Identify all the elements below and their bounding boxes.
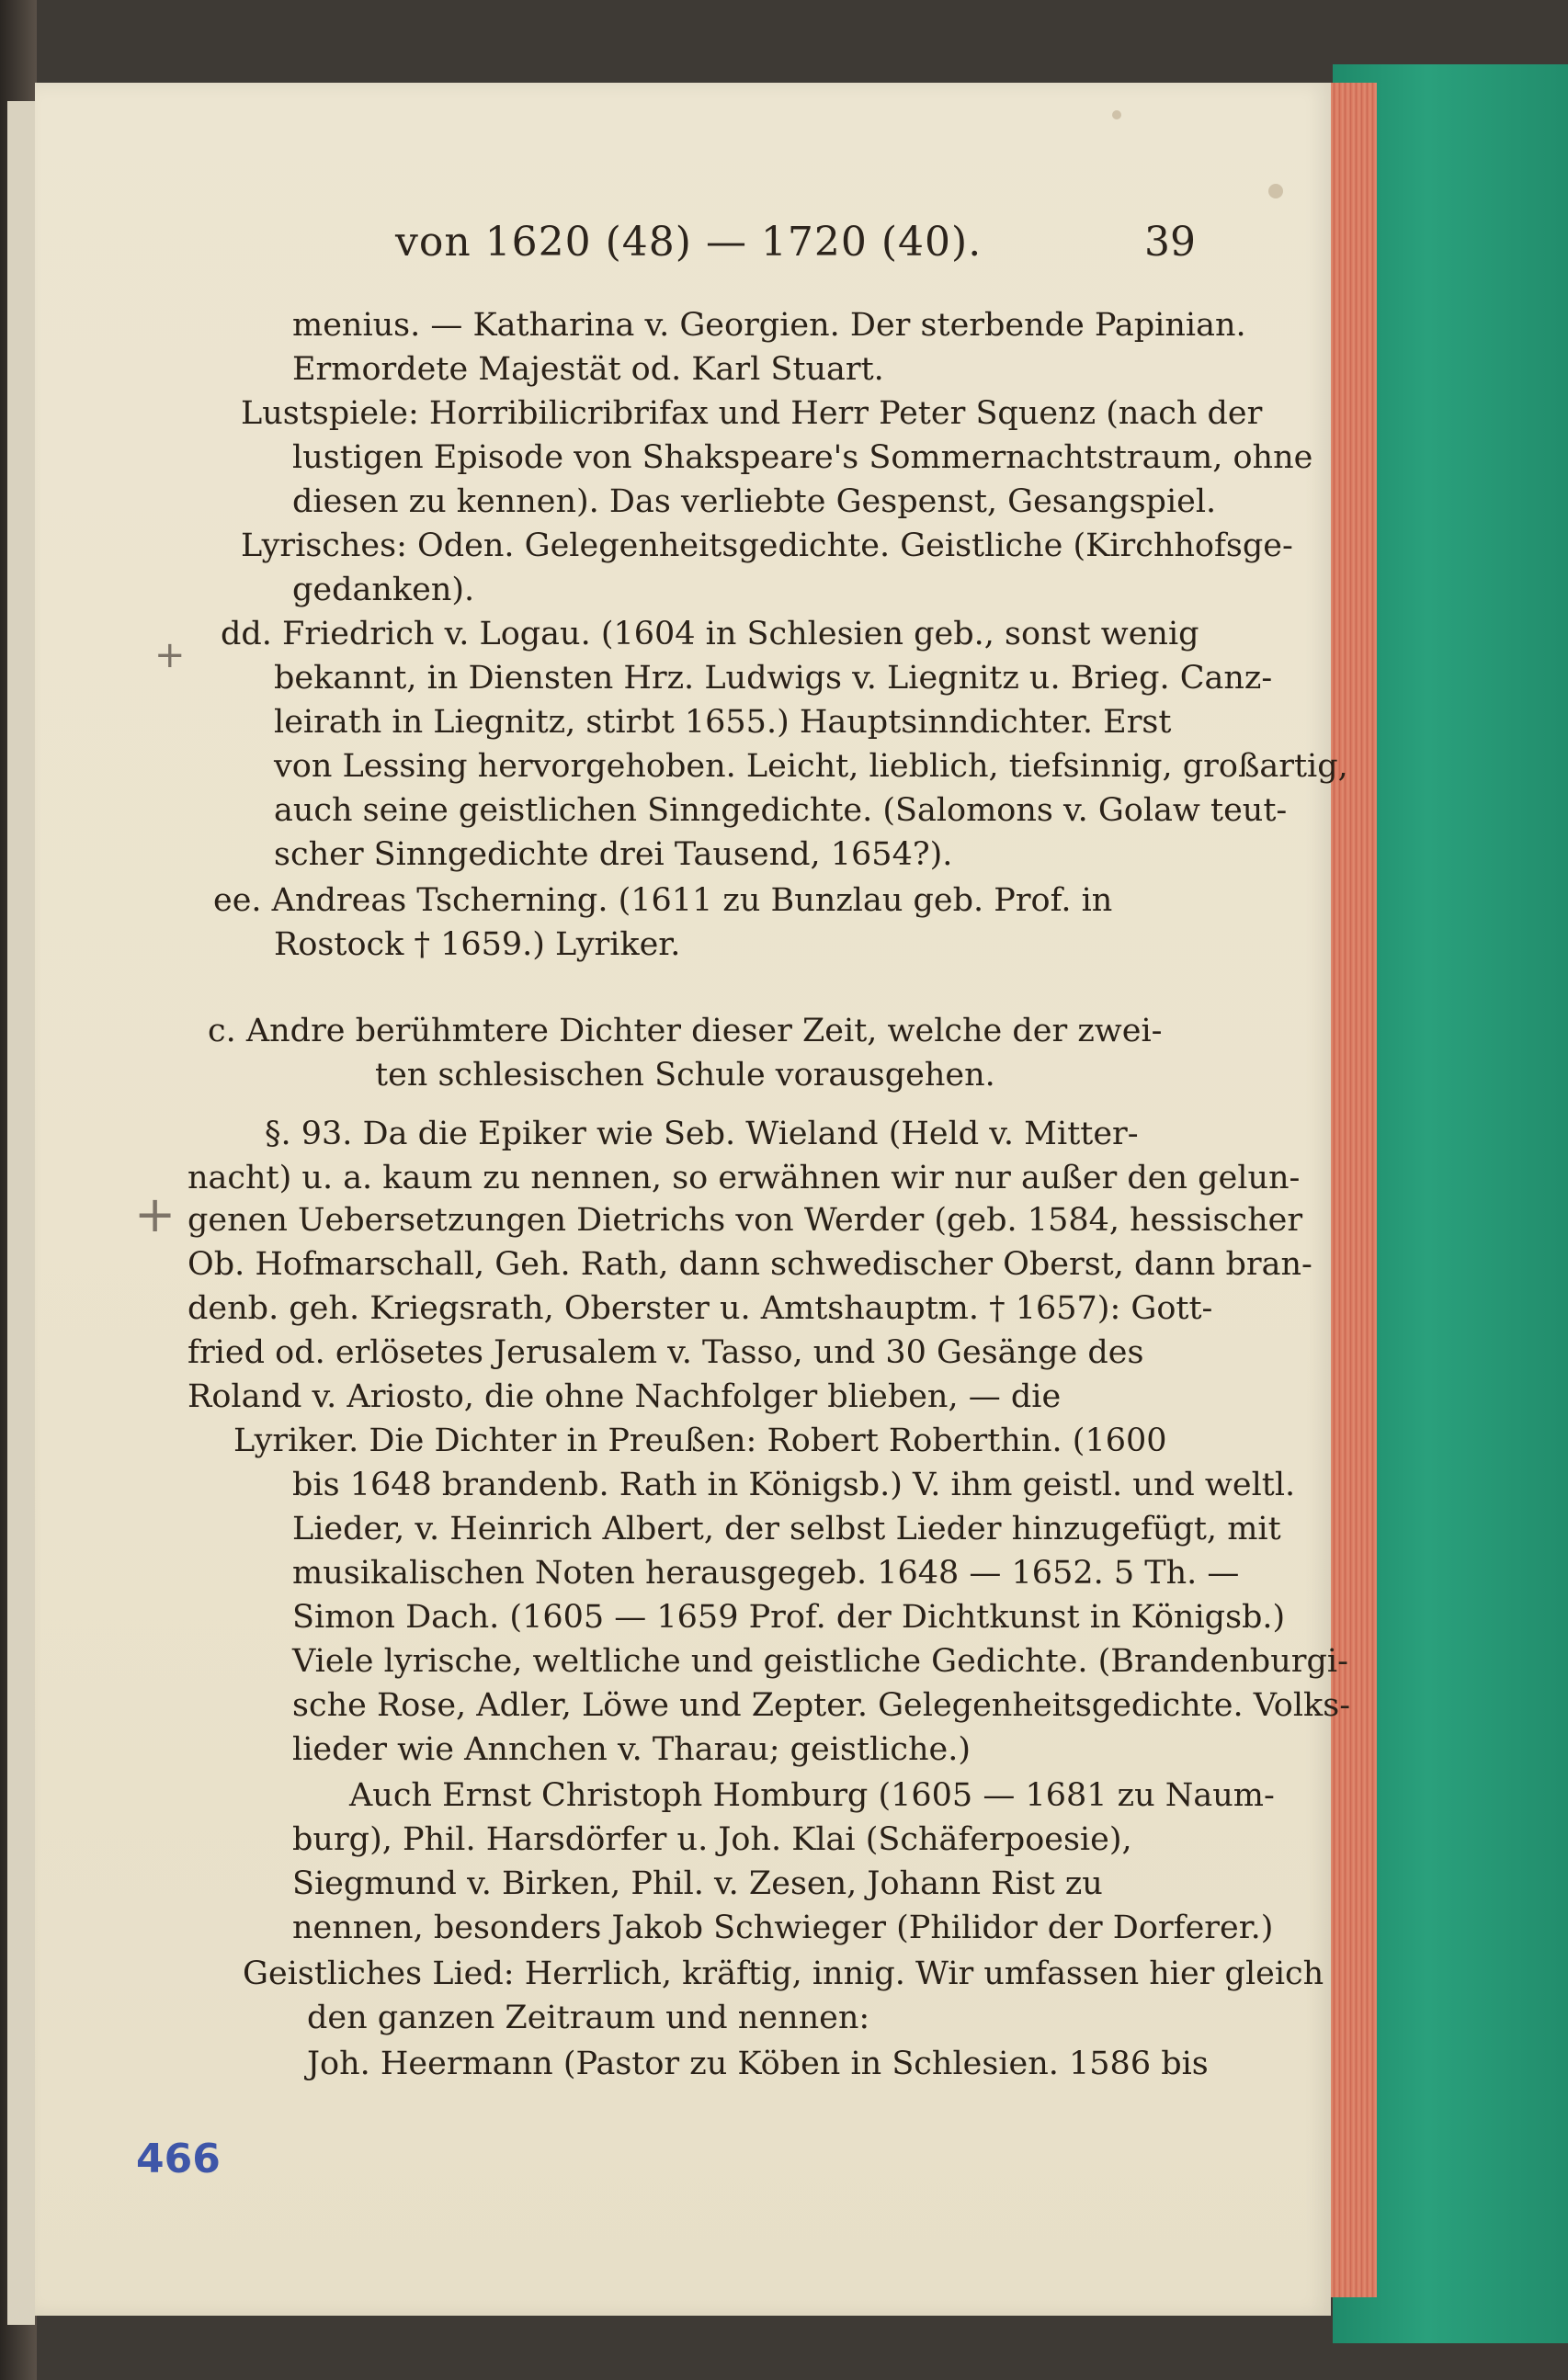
pencil-mark-cross: + bbox=[154, 634, 186, 676]
text-line: Geistliches Lied: Herrlich, kräftig, innig. Wir umfassen hier gleich bbox=[243, 1955, 1324, 1992]
text-line: ee. Andreas Tscherning. (1611 zu Bunzlau geb. Prof. in bbox=[213, 882, 1113, 919]
text-line: Lyrisches: Oden. Gelegenheitsgedichte. Geistliche (Kirchhofsge- bbox=[241, 527, 1293, 564]
text-line: ten schlesischen Schule vorausgehen. bbox=[375, 1057, 995, 1094]
facing-page-edge bbox=[7, 101, 35, 2325]
text-line: diesen zu kennen). Das verliebte Gespenst, Gesangspiel. bbox=[292, 483, 1217, 520]
text-line: genen Uebersetzungen Dietrichs von Werder (geb. 1584, hessischer bbox=[187, 1202, 1303, 1239]
text-line: Lustspiele: Horribilicribrifax und Herr Peter Squenz (nach der bbox=[241, 395, 1263, 432]
pencil-mark-cross: + bbox=[134, 1185, 176, 1243]
text-line: Auch Ernst Christoph Homburg (1605 — 1681 zu Naum- bbox=[349, 1777, 1275, 1814]
text-line: menius. — Katharina v. Georgien. Der sterbende Papinian. bbox=[292, 307, 1246, 344]
text-line: c. Andre berühmtere Dichter dieser Zeit, welche der zwei- bbox=[208, 1013, 1163, 1049]
text-line: Ob. Hofmarschall, Geh. Rath, dann schwedischer Oberst, dann bran- bbox=[187, 1246, 1312, 1283]
text-line: Lyriker. Die Dichter in Preußen: Robert Roberthin. (1600 bbox=[233, 1422, 1167, 1459]
text-line: lustigen Episode von Shakspeare's Sommernachtstraum, ohne bbox=[292, 439, 1313, 476]
text-line: §. 93. Da die Epiker wie Seb. Wieland (Held v. Mitter- bbox=[265, 1116, 1139, 1152]
text-line: Rostock † 1659.) Lyriker. bbox=[274, 926, 681, 963]
text-line: Joh. Heermann (Pastor zu Köben in Schlesien. 1586 bis bbox=[307, 2046, 1209, 2082]
text-line: fried od. erlösetes Jerusalem v. Tasso, und 30 Gesänge des bbox=[187, 1334, 1144, 1371]
text-line: denb. geh. Kriegsrath, Oberster u. Amtshauptm. † 1657): Gott- bbox=[187, 1290, 1213, 1327]
text-line: Siegmund v. Birken, Phil. v. Zesen, Johann Rist zu bbox=[292, 1865, 1103, 1902]
text-line: Roland v. Ariosto, die ohne Nachfolger blieben, — die bbox=[187, 1378, 1062, 1415]
text-line: musikalischen Noten herausgegeb. 1648 — 1652. 5 Th. — bbox=[292, 1555, 1240, 1592]
page-edges bbox=[1324, 83, 1377, 2297]
header-title: von 1620 (48) — 1720 (40). bbox=[395, 219, 983, 266]
running-header bbox=[0, 219, 1568, 274]
text-line: Ermordete Majestät od. Karl Stuart. bbox=[292, 351, 884, 388]
text-line: lieder wie Annchen v. Tharau; geistliche.) bbox=[292, 1731, 971, 1768]
text-line: nacht) u. a. kaum zu nennen, so erwähnen wir nur außer den gelun- bbox=[187, 1160, 1301, 1196]
page-number: 39 bbox=[1144, 219, 1196, 266]
text-line: burg), Phil. Harsdörfer u. Joh. Klai (Schäferpoesie), bbox=[292, 1821, 1132, 1858]
text-line: Lieder, v. Heinrich Albert, der selbst Lieder hinzugefügt, mit bbox=[292, 1511, 1281, 1547]
library-stamp: 466 bbox=[136, 2136, 221, 2182]
text-line: leirath in Liegnitz, stirbt 1655.) Hauptsinndichter. Erst bbox=[274, 704, 1172, 741]
text-line: sche Rose, Adler, Löwe und Zepter. Gelegenheitsgedichte. Volks- bbox=[292, 1687, 1351, 1724]
text-line: dd. Friedrich v. Logau. (1604 in Schlesien geb., sonst wenig bbox=[221, 616, 1199, 652]
text-line: bis 1648 brandenb. Rath in Königsb.) V. ihm geistl. und weltl. bbox=[292, 1467, 1296, 1503]
text-line: Simon Dach. (1605 — 1659 Prof. der Dichtkunst in Königsb.) bbox=[292, 1599, 1286, 1636]
stain-mark bbox=[1268, 184, 1283, 198]
text-line: nennen, besonders Jakob Schwieger (Philidor der Dorferer.) bbox=[292, 1910, 1274, 1946]
text-line: scher Sinngedichte drei Tausend, 1654?). bbox=[274, 836, 953, 873]
stain-mark bbox=[1112, 110, 1121, 119]
text-line: Viele lyrische, weltliche und geistliche Gedichte. (Brandenburgi- bbox=[292, 1643, 1348, 1680]
text-line: gedanken). bbox=[292, 572, 475, 608]
text-line: bekannt, in Diensten Hrz. Ludwigs v. Liegnitz u. Brieg. Canz- bbox=[274, 660, 1273, 697]
text-line: den ganzen Zeitraum und nennen: bbox=[307, 2000, 870, 2036]
text-line: von Lessing hervorgehoben. Leicht, lieblich, tiefsinnig, großartig, bbox=[274, 748, 1348, 785]
text-line: auch seine geistlichen Sinngedichte. (Salomons v. Golaw teut- bbox=[274, 792, 1288, 829]
